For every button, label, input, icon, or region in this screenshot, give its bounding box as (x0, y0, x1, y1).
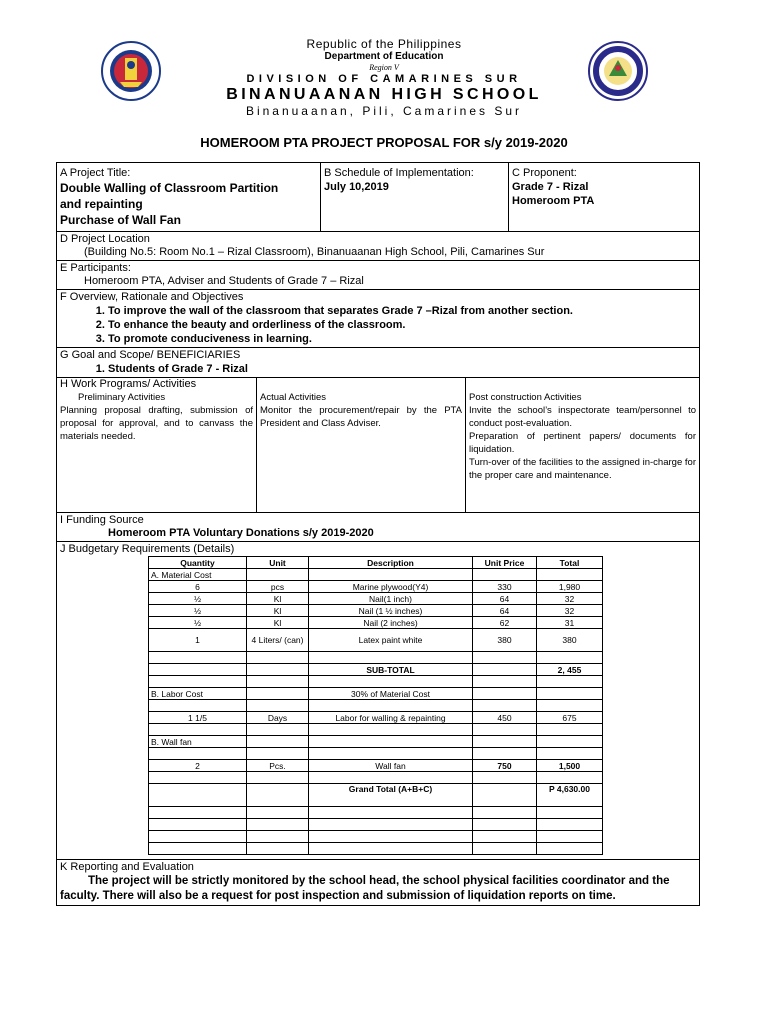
budget-cell (247, 664, 309, 676)
budget-cell: Kl (247, 617, 309, 629)
budget-cell (149, 724, 247, 736)
budget-cell (247, 843, 309, 855)
budget-cell: Nail(1 inch) (309, 593, 473, 605)
budget-cell (247, 700, 309, 712)
budget-cell (149, 807, 247, 819)
budget-cell (149, 784, 247, 807)
budget-cell (537, 831, 603, 843)
budget-cell (309, 736, 473, 748)
budget-cell (473, 569, 537, 581)
budget-header-quantity: Quantity (149, 557, 247, 569)
table-row (149, 688, 603, 700)
budget-cell: Labor for walling & repainting (309, 712, 473, 724)
budget-cell (247, 724, 309, 736)
budget-cell (473, 807, 537, 819)
table-row (149, 617, 603, 629)
budget-cell (149, 819, 247, 831)
budget-cell (537, 736, 603, 748)
work-programs-label: H Work Programs/ Activities (60, 378, 197, 390)
budget-cell (473, 700, 537, 712)
section-location (57, 232, 699, 261)
budget-cell: 380 (537, 629, 603, 652)
budget-body (149, 569, 603, 855)
proponent-line: Homeroom PTA (512, 195, 595, 207)
budget-cell: Kl (247, 593, 309, 605)
budget-cell: 1 (149, 629, 247, 652)
table-row (149, 652, 603, 664)
budget-cell: 330 (473, 581, 537, 593)
budget-cell: Grand Total (A+B+C) (309, 784, 473, 807)
budget-cell (473, 724, 537, 736)
participants-value: Homeroom PTA, Adviser and Students of Grade 7 – Rizal (84, 275, 364, 287)
budget-cell: 2 (149, 760, 247, 772)
proponent-line: Grade 7 - Rizal (512, 181, 589, 193)
budget-cell (149, 652, 247, 664)
budget-cell (537, 700, 603, 712)
table-row (149, 736, 603, 748)
goal-list (60, 362, 696, 376)
proponent-cell (509, 163, 699, 231)
budget-cell (247, 569, 309, 581)
section-reporting (57, 860, 699, 905)
schedule-value: July 10,2019 (324, 181, 389, 193)
budget-cell (473, 772, 537, 784)
project-title-label: A Project Title: (60, 167, 131, 179)
post-text: Invite the school’s inspectorate team/personnel to conduct post-evaluation. (469, 405, 696, 429)
post-text: Turn-over of the facilities to the assigned in-charge for the proper care and maintenance. (469, 457, 696, 481)
table-row (149, 700, 603, 712)
budget-cell: 675 (537, 712, 603, 724)
budget-cell: Kl (247, 605, 309, 617)
proponent-label: C Proponent: (512, 167, 577, 179)
schedule-label: B Schedule of Implementation: (324, 167, 474, 179)
budget-cell (309, 700, 473, 712)
table-row (149, 569, 603, 581)
budget-cell (309, 843, 473, 855)
list-item: 1. To improve the wall of the classroom that separates Grade 7 –Rizal from another section. (108, 304, 696, 318)
budget-cell: B. Wall fan (149, 736, 247, 748)
budget-cell (247, 688, 309, 700)
post-cell (466, 378, 699, 512)
list-item: 2. To enhance the beauty and orderliness of the classroom. (108, 318, 696, 332)
list-item: 3. To promote conduciveness in learning. (108, 332, 696, 346)
budget-cell: pcs (247, 581, 309, 593)
budget-cell: 32 (537, 593, 603, 605)
funding-label: I Funding Source (60, 514, 144, 526)
section-budget (57, 542, 699, 860)
proposal-form (56, 162, 700, 906)
table-row (149, 605, 603, 617)
budget-cell: Wall fan (309, 760, 473, 772)
budget-cell: 450 (473, 712, 537, 724)
letterhead (0, 38, 768, 119)
budget-cell (309, 652, 473, 664)
preliminary-title: Preliminary Activities (78, 392, 166, 403)
reporting-label: K Reporting and Evaluation (60, 861, 194, 873)
budget-cell (473, 831, 537, 843)
budget-cell (149, 676, 247, 688)
budget-cell (309, 748, 473, 760)
table-row (149, 819, 603, 831)
budget-cell (473, 652, 537, 664)
budget-cell (537, 819, 603, 831)
budget-cell: Days (247, 712, 309, 724)
budget-cell: 750 (473, 760, 537, 772)
budget-cell (537, 807, 603, 819)
budget-cell (537, 748, 603, 760)
table-row (149, 712, 603, 724)
budget-cell (247, 676, 309, 688)
table-row (149, 664, 603, 676)
budget-cell (247, 784, 309, 807)
budget-cell: 6 (149, 581, 247, 593)
preliminary-text: Planning proposal drafting, submission of proposal for approval, and to canvass the materials needed. (60, 405, 253, 442)
budget-cell: SUB-TOTAL (309, 664, 473, 676)
section-work-programs (57, 378, 699, 513)
budget-cell (149, 664, 247, 676)
budget-cell (537, 688, 603, 700)
list-item: 1. Students of Grade 7 - Rizal (108, 362, 696, 376)
budget-cell (309, 569, 473, 581)
budget-cell (149, 700, 247, 712)
budget-cell: 62 (473, 617, 537, 629)
post-text: Preparation of pertinent papers/ documents for liquidation. (469, 431, 696, 455)
post-title: Post construction Activities (469, 392, 582, 403)
school-name: BINANUAANAN HIGH SCHOOL (226, 86, 542, 103)
budget-cell: 4 Liters/ (can) (247, 629, 309, 652)
budget-cell: 31 (537, 617, 603, 629)
budget-cell (537, 724, 603, 736)
budget-cell: Nail (1 ½ inches) (309, 605, 473, 617)
schedule-cell (321, 163, 509, 231)
table-row (149, 784, 603, 807)
republic-line: Republic of the Philippines (306, 37, 462, 51)
participants-label: E Participants: (60, 262, 131, 274)
division-line: DIVISION OF CAMARINES SUR (246, 73, 522, 85)
budget-cell (537, 652, 603, 664)
table-row (149, 760, 603, 772)
budget-header-total: Total (537, 557, 603, 569)
budget-cell: ½ (149, 593, 247, 605)
budget-cell: P 4,630.00 (537, 784, 603, 807)
section-funding (57, 513, 699, 542)
department-line: Department of Education (324, 51, 444, 62)
budget-cell (247, 736, 309, 748)
project-title-line: Double Walling of Classroom Partition (60, 181, 279, 195)
table-row (149, 676, 603, 688)
objectives-list (60, 304, 696, 346)
budget-cell (473, 688, 537, 700)
budget-cell (247, 652, 309, 664)
budget-cell (473, 748, 537, 760)
section-abc (57, 163, 699, 232)
budget-cell (149, 748, 247, 760)
budget-header-unit: Unit (247, 557, 309, 569)
budget-cell (537, 843, 603, 855)
table-row (149, 748, 603, 760)
budget-cell: ½ (149, 617, 247, 629)
budget-cell: Marine plywood(Y4) (309, 581, 473, 593)
budget-cell: ½ (149, 605, 247, 617)
budget-cell (309, 807, 473, 819)
budget-cell (247, 772, 309, 784)
budget-cell (247, 807, 309, 819)
table-row (149, 724, 603, 736)
location-value: (Building No.5: Room No.1 – Rizal Classroom), Binanuaanan High School, Pili, Camarines Sur (84, 246, 545, 258)
region-line: Region V (369, 63, 399, 72)
budget-cell (473, 736, 537, 748)
table-row (149, 772, 603, 784)
budget-cell: 64 (473, 593, 537, 605)
actual-cell (257, 378, 466, 512)
project-title-cell (57, 163, 321, 231)
budget-cell (309, 819, 473, 831)
budget-cell (473, 784, 537, 807)
budget-cell (473, 843, 537, 855)
budget-cell (309, 676, 473, 688)
reporting-value: The project will be strictly monitored by the school head, the school physical facilities coordinator and the faculty. There will also be a request for post inspection and submission of liquidation reports on time. (60, 875, 670, 902)
budget-cell (309, 724, 473, 736)
budget-label: J Budgetary Requirements (Details) (60, 543, 235, 555)
goal-label: G Goal and Scope/ BENEFICIARIES (60, 349, 241, 361)
budget-cell: 380 (473, 629, 537, 652)
budget-header-unit-price: Unit Price (473, 557, 537, 569)
budget-header-description: Description (309, 557, 473, 569)
budget-cell (149, 831, 247, 843)
budget-table (148, 556, 603, 855)
document-title: HOMEROOM PTA PROJECT PROPOSAL FOR s/y 2019-2020 (200, 135, 568, 150)
budget-cell: 2, 455 (537, 664, 603, 676)
budget-cell: 64 (473, 605, 537, 617)
preliminary-cell (57, 378, 257, 512)
table-row (149, 629, 603, 652)
budget-cell: Pcs. (247, 760, 309, 772)
budget-cell: 32 (537, 605, 603, 617)
section-objectives (57, 290, 699, 348)
location-label: D Project Location (60, 233, 150, 245)
budget-cell (537, 676, 603, 688)
actual-text: Monitor the procurement/repair by the PTA President and Class Adviser. (260, 405, 462, 429)
budget-cell (473, 676, 537, 688)
project-title-line: and repainting (60, 197, 143, 211)
section-goal (57, 348, 699, 378)
budget-cell (309, 831, 473, 843)
budget-cell (537, 772, 603, 784)
table-row (149, 581, 603, 593)
budget-cell (473, 819, 537, 831)
budget-cell (309, 772, 473, 784)
budget-cell: Latex paint white (309, 629, 473, 652)
table-row (149, 831, 603, 843)
budget-cell (537, 569, 603, 581)
school-address: Binanuaanan, Pili, Camarines Sur (245, 104, 523, 118)
budget-cell (247, 831, 309, 843)
budget-cell (149, 772, 247, 784)
section-participants (57, 261, 699, 290)
table-row (149, 807, 603, 819)
table-row (149, 843, 603, 855)
budget-cell: 30% of Material Cost (309, 688, 473, 700)
budget-cell: A. Material Cost (149, 569, 247, 581)
budget-cell: 1,980 (537, 581, 603, 593)
budget-cell (247, 748, 309, 760)
budget-cell: Nail (2 inches) (309, 617, 473, 629)
objectives-label: F Overview, Rationale and Objectives (60, 291, 244, 303)
budget-cell (149, 843, 247, 855)
budget-cell (247, 819, 309, 831)
budget-cell: B. Labor Cost (149, 688, 247, 700)
project-title-line: Purchase of Wall Fan (60, 213, 181, 227)
budget-cell: 1,500 (537, 760, 603, 772)
funding-value: Homeroom PTA Voluntary Donations s/y 2019-2020 (108, 527, 374, 539)
table-row (149, 593, 603, 605)
actual-title: Actual Activities (260, 392, 326, 403)
budget-cell: 1 1/5 (149, 712, 247, 724)
budget-cell (473, 664, 537, 676)
